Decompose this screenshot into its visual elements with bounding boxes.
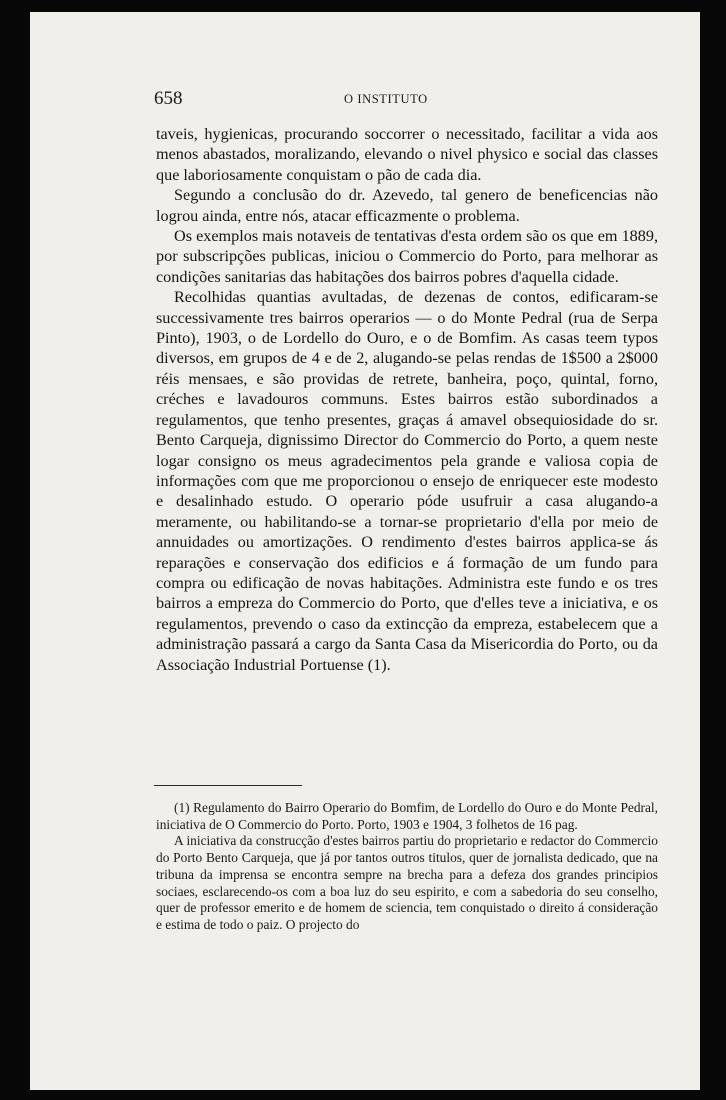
paragraph: taveis, hygienicas, procurando soccorrer o necessitado, facilitar a vida aos menos abastados, moralizando, elevando o nivel physico e social das classes que laboriosamente conquistam o pão de cada dia. (156, 125, 658, 184)
footnotes (156, 800, 658, 934)
header-title: O INSTITUTO (344, 92, 428, 106)
footnote-divider (154, 785, 302, 786)
footnote: (1) Regulamento do Bairro Operario do Bomfim, de Lordello do Ouro e do Monte Pedral, iniciativa de O Commercio do Porto. Porto, 1903 e 1904, 3 folhetos de 16 pag. (156, 800, 658, 832)
running-header (154, 88, 656, 112)
footnote-continuation: A iniciativa da construcção d'estes bairros partiu do proprietario e redactor do Commercio do Porto Bento Carqueja, que já por tantos outros titulos, quer de jornalista dedicado, que na tribuna da imprensa se encontra sempre na brecha para a defeza dos grandes principios sociaes, esclarecendo-os com a boa luz do seu espirito, e com a sabedoria do seu conselho, quer de professor emerito e de homem de sciencia, tem conquistado o direito á consideração e estima de todo o paiz. O projecto do (156, 833, 658, 932)
body-text (156, 124, 658, 675)
paragraph: Recolhidas quantias avultadas, de dezenas de contos, edificaram-se successivamente tres bairros operarios — o do Monte Pedral (rua de Serpa Pinto), 1903, o de Lordello do Ouro, e o de Bomfim. As casas teem typos diversos, em grupos de 4 e de 2, alugando-se pelas rendas de 1$500 a 2$000 réis mensaes, e são providas de retrete, banheira, poço, quintal, forno, créches e lavadouros communs. Estes bairros estão subordinados a regulamentos, que tenho presentes, graças á amavel obsequiosidade do sr. Bento Carqueja, dignissimo Director do Commercio do Porto, a quem neste logar consigno os meus agradecimentos pela grande e valiosa copia de informações com que me proporcionou o ensejo de enriquecer este modesto e desalinhado estudo. O operario póde usufruir a casa alugando-a meramente, ou habilitando-se a tornar-se proprietario d'ella por meio de annuidades ou amortizações. O rendimento d'estes bairros applica-se ás reparações e conservação dos edificios e á formação de um fundo para compra ou edificação de novas habitações. Administra este fundo e os tres bairros a empreza do Commercio do Porto, que d'elles teve a iniciativa, e os regulamentos, prevendo o caso da extincção da empreza, estabelecem que a administração passará a cargo da Santa Casa da Misericordia do Porto, ou da Associação Industrial Portuense (1). (156, 288, 658, 674)
paragraph: Os exemplos mais notaveis de tentativas d'esta ordem são os que em 1889, por subscripções publicas, iniciou o Commercio do Porto, para melhorar as condições sanitarias das habitações dos bairros pobres d'aquella cidade. (156, 227, 658, 286)
page-number: 658 (154, 88, 183, 109)
paragraph: Segundo a conclusão do dr. Azevedo, tal genero de beneficencias não logrou ainda, entre nós, atacar efficazmente o problema. (156, 186, 658, 225)
book-page (30, 12, 700, 1090)
